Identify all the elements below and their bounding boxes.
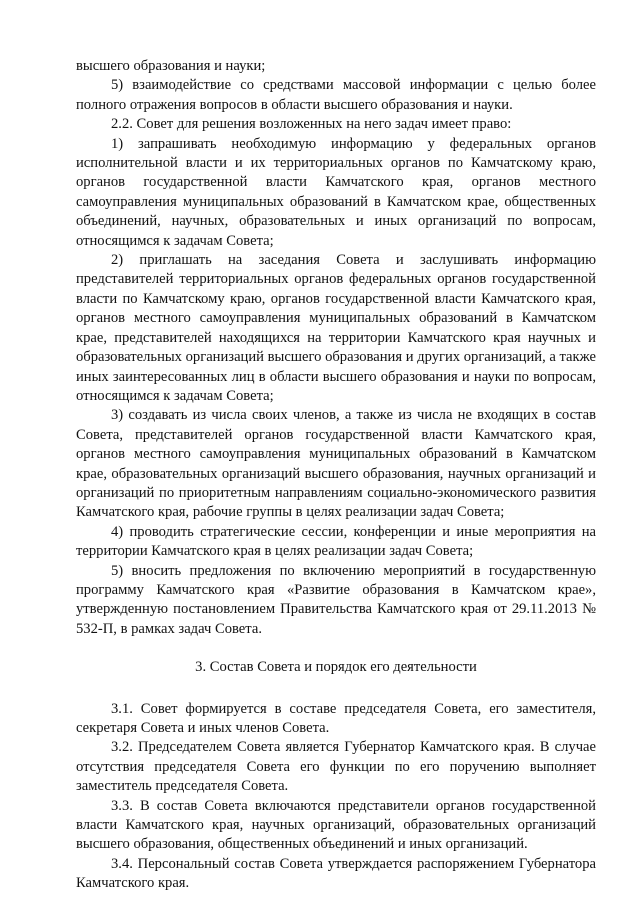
paragraph-continuation: высшего образования и науки;: [76, 58, 266, 74]
paragraph-right-4: 4) проводить стратегические сессии, конференции и иные мероприятия на территории Камчатского края в целях реализации задач Совета;: [76, 523, 596, 560]
paragraph-right-3: 3) создавать из числа своих членов, а также из числа не входящих в состав Совета, представителей органов государственной власти Камчатского края, органов местного самоуправления муниципальных образований в Камчатском крае, образовательных организаций высшего образования, научных организаций и организаций по приоритетным направлениям социально-экономического развития Камчатского края, рабочие группы в целях реализации задач Совета;: [76, 407, 596, 521]
paragraph-right-5: 5) вносить предложения по включению мероприятий в государственную программу Камчатского края «Развитие образования в Камчатском крае», утвержденную постановлением Правительства Камчатского края от 29.11.2013 № 532-П, в рамках задач Совета.: [76, 562, 596, 637]
paragraph-item-5-media: 5) взаимодействие со средствами массовой информации с целью более полного отражения вопросов в области высшего образования и науки.: [76, 77, 596, 113]
paragraph-right-1: 1) запрашивать необходимую информацию у федеральных органов исполнительной власти и их территориальных органов по Камчатскому краю, органов государственной власти Камчатского края, органов местного самоуправления муниципальных образований в Камчатском крае, общественных объединений, научных, образовательных и иных организаций по вопросам, относящимся к задачам Совета;: [76, 135, 596, 249]
paragraph-right-2: 2) приглашать на заседания Совета и заслушивать информацию представителей территориальных органов федеральных органов государственной власти по Камчатскому краю, органов государственной власти Камчатского края, органов местного самоуправления муниципальных образований в Камчатском крае, представителей находящихся на территории Камчатского края научных и образовательных организаций высшего образования и других организаций, а также иных заинтересованных лиц в области высшего образования и науки по вопросам, относящимся к задачам Совета;: [76, 252, 596, 404]
paragraph-3-3: 3.3. В состав Совета включаются представители органов государственной власти Камчатского края, научных организаций, образовательных организаций высшего образования, общественных объединений и иных организаций.: [76, 797, 596, 853]
paragraph-3-4: 3.4. Персональный состав Совета утверждается распоряжением Губернатора Камчатского края.: [76, 855, 596, 892]
document-page: [76, 57, 596, 894]
paragraph-3-2: 3.2. Председателем Совета является Губернатор Камчатского края. В случае отсутствия председателя Совета его функции по его поручению выполняет заместитель председателя Совета.: [76, 739, 596, 795]
section-heading: 3. Состав Совета и порядок его деятельности: [195, 659, 477, 676]
paragraph-3-1: 3.1. Совет формируется в составе председателя Совета, его заместителя, секретаря Совета и иных членов Совета.: [76, 700, 596, 736]
paragraph-2-2: 2.2. Совет для решения возложенных на него задач имеет право:: [111, 116, 512, 133]
